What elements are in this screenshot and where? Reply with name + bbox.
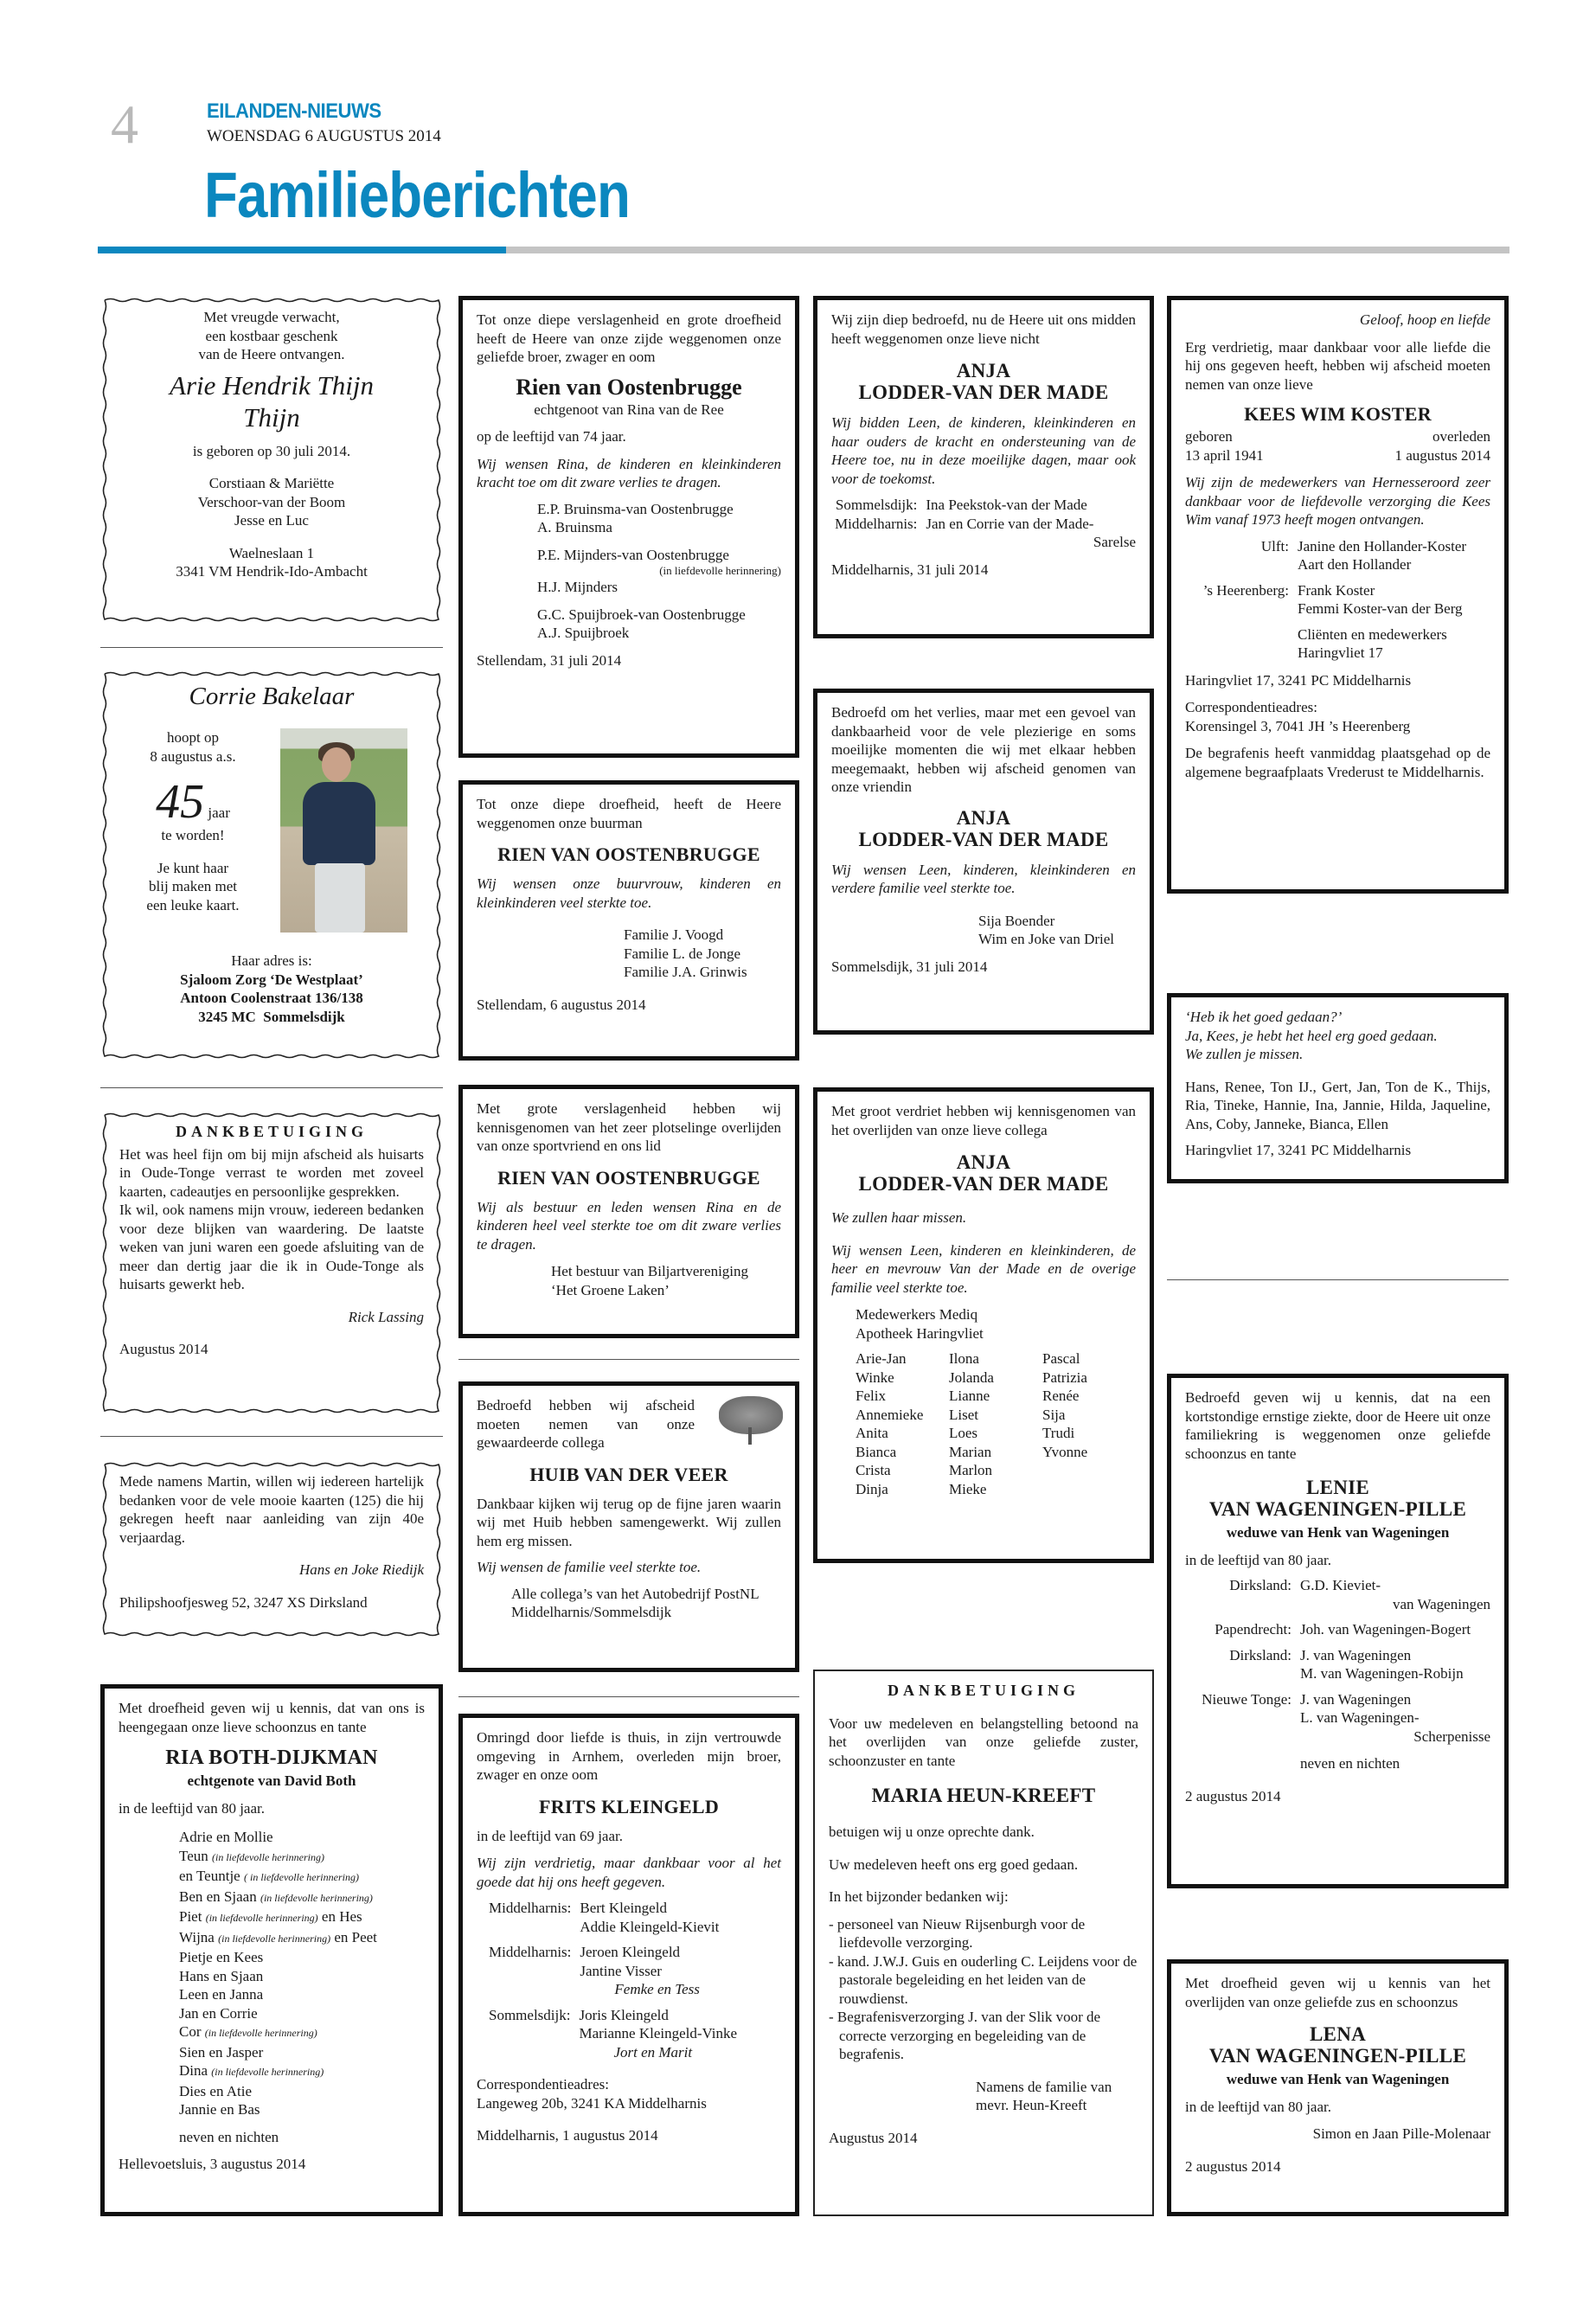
family-member-row: [179, 1985, 425, 2004]
family-member: A. Bruinsma: [537, 519, 612, 535]
family-member: J. van Wageningen: [1300, 1690, 1412, 1708]
deceased-name: Rien van Oostenbrugge: [516, 374, 742, 400]
address-line: Waelneslaan 1: [228, 544, 315, 561]
age-line: in de leeftijd van 80 jaar.: [119, 1799, 265, 1817]
obituary-anja-colleagues: [813, 1087, 1154, 1563]
intro-line: Met vreugde verwacht,: [203, 309, 340, 325]
signer: Wim en Joke van Driel: [978, 931, 1114, 947]
colleague-name: Renée: [1042, 1388, 1080, 1404]
obituary-huib-van-der-veer: [458, 1381, 799, 1672]
family-member: Addie Kleingeld-Kievit: [580, 1918, 720, 1935]
address: Haringvliet 17, 3241 PC Middelharnis: [1185, 1142, 1412, 1158]
newspaper-logo: EILANDEN-NIEUWS: [207, 99, 381, 123]
birth-announcement: [100, 296, 443, 624]
signer: Namens de familie van: [976, 2078, 1112, 2095]
memorial-note: (in liefdevolle herinnering): [212, 1850, 324, 1863]
thanks-notice-lassing: [100, 1111, 443, 1415]
deceased-first-name: ANJA: [956, 806, 1011, 829]
family-member: Cliënten en medewerkers: [1298, 625, 1447, 643]
family-member: E.P. Bruinsma-van Oostenbrugge: [537, 500, 734, 517]
date: Augustus 2014: [829, 2129, 918, 2146]
divider: [458, 1696, 799, 1697]
family-member: A.J. Spuijbroek: [537, 625, 630, 641]
quote-line: We zullen je missen.: [1185, 1046, 1304, 1062]
wish-text: Wij wensen onze buurvrouw, kinderen en kleinkinderen veel sterkte toe.: [477, 875, 781, 911]
divider: [100, 647, 443, 648]
wish-text: Wij als bestuur en leden wensen Rina en de kinderen heel veel sterkte toe om dit zware verlies te dragen.: [477, 1198, 781, 1253]
divider: [458, 1359, 799, 1360]
colleague-name: Lianne: [949, 1388, 990, 1404]
card-line: een leuke kaart.: [146, 896, 240, 913]
family-member-row: [179, 2004, 425, 2023]
family-member-row: [179, 1948, 425, 1967]
memorial-note: (in liefdevolle herinnering): [204, 2027, 317, 2039]
family-member: J. van Wageningen: [1300, 1646, 1412, 1663]
family-group: [1185, 1690, 1490, 1727]
colleague-name: Arie-Jan: [856, 1350, 907, 1367]
header-rule: [506, 247, 1509, 253]
header-rule-accent: [98, 247, 506, 253]
wish-text: Wij bidden Leen, de kinderen, kleinkinderen en haar ouders de kracht en ondersteuning van de Heere toe, nu in deze moeilijke dagen, maar ook voor de toekomst.: [831, 414, 1136, 487]
colleague-column: [949, 1349, 1042, 1498]
family-member: Ben en Sjaan: [179, 1888, 257, 1905]
memorial-note: (in liefdevolle herinnering): [218, 1932, 331, 1945]
thanks-notice-riedijk: [100, 1460, 443, 1638]
signer: Middelharnis/Sommelsdijk: [511, 1604, 672, 1620]
colleague-name: Sija: [1042, 1406, 1066, 1423]
family-member: Dina: [179, 2062, 208, 2079]
deceased-name: KEES WIM KOSTER: [1244, 403, 1432, 425]
signature: Hans en Joke Riedijk: [299, 1561, 424, 1578]
family-member: Jeroen Kleingeld: [580, 1944, 681, 1960]
deceased-name: RIA BOTH-DIJKMAN: [165, 1747, 378, 1769]
family-member: M. van Wageningen-Robijn: [1300, 1665, 1464, 1682]
deceased-name: MARIA HEUN-KREEFT: [871, 1785, 1096, 1806]
body-text: Mede namens Martin, willen wij iedereen hartelijk bedanken voor de vele mooie kaarten (125) die hij gekregen heeft naar aanleiding van zijn 40e verjaardag.: [119, 1473, 424, 1546]
obituary-rien-family: [458, 296, 799, 758]
family-place: Middelharnis:: [835, 515, 918, 532]
intro-text: Met groot verdriet hebben wij kennisgenomen van het overlijden van onze lieve collega: [831, 1103, 1136, 1138]
date: Augustus 2014: [119, 1341, 208, 1357]
family-member: Bert Kleingeld: [580, 1900, 667, 1916]
colleague-name: Marlon: [949, 1462, 993, 1478]
deceased-surname: LODDER-VAN DER MADE: [858, 1173, 1109, 1195]
divider: [100, 1436, 443, 1437]
card-line: Je kunt haar: [157, 859, 229, 876]
spacer: [489, 1980, 571, 1999]
signer: Familie J. Voogd: [624, 926, 724, 943]
section-title: Familieberichten: [204, 159, 630, 231]
family-member: G.D. Kieviet-: [1300, 1577, 1381, 1593]
issue-date: WOENSDAG 6 AUGUSTUS 2014: [207, 127, 441, 145]
correspondence-label: Correspondentieadres:: [1185, 699, 1317, 715]
thanks-item: - Begrafenisverzorging J. van der Slik voor de correcte verzorging en begeleiding van de begrafenis.: [829, 2009, 1101, 2062]
family-member-row: [179, 1888, 425, 1908]
parents-line: Jesse en Luc: [234, 512, 309, 529]
family-place: Middelharnis:: [489, 1944, 572, 1960]
page-number: 4: [111, 93, 138, 155]
spacer: [1185, 1708, 1292, 1727]
memorial-note: (in liefdevolle herinnering): [211, 2066, 324, 2078]
family-member: Cor: [179, 2023, 202, 2040]
colleague-list: [856, 1349, 1136, 1498]
baby-name-short: Thijn: [243, 401, 300, 433]
spacer: [489, 1918, 571, 1937]
colleague-name: Pascal: [1042, 1350, 1080, 1367]
age-unit: jaar: [208, 804, 230, 821]
signer: Alle collega’s van het Autobedrijf PostNL: [511, 1585, 760, 1602]
correspondence-address: Korensingel 3, 7041 JH ’s Heerenberg: [1185, 717, 1411, 734]
spouse-line: echtgenote van David Both: [187, 1772, 356, 1789]
deceased-first-name: ANJA: [956, 1151, 1011, 1173]
colleague-name: Anita: [856, 1425, 888, 1441]
family-place: Dirksland:: [1229, 1577, 1292, 1593]
divider: [100, 1087, 443, 1088]
obituary-anja-friends: [813, 689, 1154, 1035]
family-member-row: [179, 1867, 425, 1888]
signer: ‘Het Groene Laken’: [551, 1281, 670, 1298]
address: Philipshoofjesweg 52, 3247 XS Dirksland: [119, 1593, 368, 1611]
parents-line: Verschoor-van der Boom: [197, 493, 346, 510]
family-place: Papendrecht:: [1215, 1621, 1292, 1638]
deceased-surname: LODDER-VAN DER MADE: [858, 828, 1109, 850]
family-member: Aart den Hollander: [1298, 556, 1412, 573]
family-member-cont: Sarelse: [1093, 534, 1136, 550]
spacer: [1185, 644, 1289, 663]
colleague-names: Hans, Renee, Ton IJ., Gert, Jan, Ton de K., Thijs, Ria, Tineke, Hannie, Ina, Jannie, Hilda, Jaqueline, Ans, Coby, Janneke, Bianca, Ellen: [1185, 1078, 1490, 1132]
intro-text: Tot onze diepe verslagenheid en grote droefheid heeft de Heere van onze zijde weggenomen onze geliefde broer, zwager en oom: [477, 311, 781, 365]
intro-text: Bedroefd om het verlies, maar met een gevoel van dankbaarheid voor de vele plezierige en soms moeilijke momenten die wij met elkaar hebben meegemaakt, hebben wij afscheid genomen van onze vriendin: [831, 704, 1136, 795]
family-place: Sommelsdijk:: [835, 497, 918, 513]
family-member: P.E. Mijnders-van Oostenbrugge: [537, 546, 729, 563]
card-line: blij maken met: [149, 878, 237, 894]
hopes-line: hoopt op: [167, 729, 219, 746]
intro-text: Met grote verslagenheid hebben wij kennisgenomen van het zeer plotselinge overlijden van onze sportvriend en ons lid: [477, 1100, 781, 1154]
family-group: [1185, 1576, 1490, 1595]
baby-name: Arie Hendrik Thijn: [170, 369, 374, 401]
colleague-name: Winke: [856, 1368, 894, 1386]
family-member: Joh. van Wageningen-Bogert: [1300, 1621, 1471, 1638]
signer: Familie L. de Jonge: [624, 945, 741, 962]
motto: Geloof, hoop en liefde: [1359, 311, 1490, 328]
family-list: [1185, 1576, 1490, 1746]
miss-text: We zullen haar missen.: [831, 1209, 967, 1226]
obituary-lenie-van-wageningen-pille: [1167, 1374, 1509, 1888]
funeral-text: De begrafenis heeft vanmiddag plaatsgehad op de algemene begraafplaats Vrederust te Middelharnis.: [1185, 745, 1490, 780]
deceased-surname: LODDER-VAN DER MADE: [858, 381, 1109, 403]
family-list: [489, 1899, 781, 2061]
wish-text: Wij wensen Leen, kinderen, kleinkinderen en verdere familie veel sterkte toe.: [831, 861, 1136, 896]
place-date: Stellendam, 31 juli 2014: [477, 651, 622, 669]
died-date: 1 augustus 2014: [1394, 446, 1490, 464]
intro-text: Erg verdrietig, maar dankbaar voor alle liefde die hij ons gegeven heeft, hebben wij afscheid moeten nemen van onze lieve: [1185, 338, 1490, 393]
spacer: [489, 2024, 570, 2043]
family-place: [1185, 625, 1289, 644]
family-member: Wijna: [179, 1928, 215, 1945]
place-date: Sommelsdijk, 31 juli 2014: [831, 958, 988, 975]
family-member: L. van Wageningen-: [1300, 1709, 1420, 1726]
address-line: 3245 MC Sommelsdijk: [198, 1008, 345, 1025]
thanks-line: betuigen wij u onze oprechte dank.: [829, 1823, 1035, 1840]
spacer: [1185, 599, 1289, 619]
hopes-line: 8 augustus a.s.: [150, 747, 236, 765]
family-member: Adrie en Mollie: [179, 1829, 273, 1845]
colleague-name: Loes: [949, 1425, 978, 1441]
spouse-line: echtgenoot van Rina van de Ree: [534, 401, 724, 418]
family-member: G.C. Spuijbroek-van Oostenbrugge: [537, 606, 746, 623]
correspondence-label: Correspondentieadres:: [477, 2076, 609, 2093]
thanks-item: - kand. J.W.J. Guis en ouderling C. Leijdens voor de pastorale begeleiding en het leiden van de rouwdienst.: [829, 1952, 1138, 2007]
intro-text: Bedroefd geven wij u kennis, dat na een kortstondige ernstige ziekte, door de Heere uit onze familiekring is weggenomen onze geliefde schoonzus en tante: [1185, 1389, 1490, 1462]
spacer: [489, 1962, 571, 1981]
deceased-first-name: ANJA: [956, 360, 1011, 381]
intro-text: Met droefheid geven wij u kennis, dat van ons is heengegaan onze lieve schoonzus en tante: [119, 1700, 425, 1735]
colleague-name: Annemieke: [856, 1406, 924, 1423]
family-member-row: [179, 1967, 425, 1986]
intro-line: van de Heere ontvangen.: [198, 346, 345, 362]
birthday-announcement: [100, 670, 443, 1061]
intro-text: Voor uw medeleven en belangstelling betoond na het overlijden van onze geliefde zuster, schoonzuster en tante: [829, 1715, 1138, 1769]
spouse-line: weduwe van Henk van Wageningen: [1226, 1524, 1450, 1541]
colleague-name: Mieke: [949, 1480, 987, 1497]
colleague-name: Bianca: [856, 1443, 897, 1460]
died-label: overleden: [1432, 428, 1490, 445]
date: 2 augustus 2014: [1185, 2157, 1281, 2175]
address: Haringvliet 17, 3241 PC Middelharnis: [1185, 671, 1412, 689]
family-group: [1185, 581, 1490, 619]
wish-text: Wij zijn de medewerkers van Hernesseroord zeer dankbaar voor de liefdevolle verzorging die Kees Wim vanaf 1973 heeft mogen ontvangen.: [1185, 474, 1490, 528]
family-member-cont: Scherpenisse: [1413, 1727, 1490, 1745]
obituary-kees-wim-koster: [1167, 296, 1509, 894]
deceased-name: RIEN VAN OOSTENBRUGGE: [497, 1166, 760, 1189]
family-member: Jan en Corrie van der Made-: [926, 515, 1094, 532]
family-member: Piet: [179, 1908, 202, 1925]
tree-image: [715, 1396, 785, 1445]
spacer: [1185, 555, 1289, 574]
colleague-name: Trudi: [1042, 1425, 1075, 1441]
organisation-line: Medewerkers Mediq: [856, 1306, 978, 1323]
notice-heading: DANKBETUIGING: [175, 1123, 369, 1140]
body-text: Dankbaar kijken wij terug op de fijne jaren waarin wij met Huib hebben samengewerkt. Wij zullen hem erg missen.: [477, 1495, 781, 1549]
colleague-column: [856, 1349, 949, 1498]
place-date: Middelharnis, 1 augustus 2014: [477, 2127, 658, 2144]
colleague-name: Yvonne: [1042, 1443, 1088, 1460]
family-place: ’s Heerenberg:: [1202, 581, 1289, 599]
family-group: [1185, 1646, 1490, 1683]
family-member: en Teuntje: [179, 1868, 240, 1884]
family-member-row: [179, 2082, 425, 2101]
colleague-name: Jolanda: [949, 1368, 994, 1386]
obituary-ria-both-dijkman: [100, 1684, 443, 2216]
to-become: te worden!: [161, 827, 225, 843]
notice-heading: DANKBETUIGING: [887, 1682, 1080, 1699]
address-line: Antoon Coolenstraat 136/138: [180, 990, 363, 1006]
intro-text: Omringd door liefde is thuis, in zijn vertrouwde omgeving in Arnhem, overleden mijn broer, zwager en onze oom: [477, 1729, 781, 1783]
special-thanks-label: In het bijzonder bedanken wij:: [829, 1888, 1009, 1905]
family-member-row: [179, 1907, 425, 1928]
signature: Rick Lassing: [348, 1308, 424, 1325]
signer: Sija Boender: [978, 912, 1055, 929]
signer: Simon en Jaan Pille-Molenaar: [1312, 2125, 1490, 2142]
family-group: [1185, 625, 1490, 663]
family-member: Leen en Janna: [179, 1986, 264, 2003]
age-line: in de leeftijd van 80 jaar.: [1185, 1551, 1331, 1568]
colleague-name: Dinja: [856, 1480, 888, 1497]
body-text: Uw medeleven heeft ons erg goed gedaan.: [829, 1856, 1079, 1873]
spacer: [1185, 1664, 1292, 1683]
memorial-note: (in liefdevolle herinnering): [260, 1891, 373, 1904]
memorial-note: (in liefdevolle herinnering): [205, 1912, 318, 1924]
family-member: Sien en Jasper: [179, 2043, 264, 2061]
family-member-row: [179, 2022, 425, 2043]
family-place: Sommelsdijk:: [489, 2006, 571, 2023]
address-line: 3341 VM Hendrik-Ido-Ambacht: [176, 563, 368, 580]
spacer: [489, 2043, 570, 2062]
quote-line: ‘Heb ik het goed gedaan?’: [1185, 1009, 1343, 1025]
celebrant-photo: [280, 728, 407, 933]
family-member: Ina Peekstok-van der Made: [926, 497, 1087, 513]
place-date: Hellevoetsluis, 3 augustus 2014: [119, 2156, 306, 2172]
family-list: [179, 1828, 425, 2119]
family-member: en Hes: [321, 1908, 362, 1925]
family-member: Dies en Atie: [179, 2082, 253, 2099]
family-member-cont: van Wageningen: [1392, 1595, 1490, 1612]
deceased-first-name: LENIE: [1305, 1477, 1370, 1498]
birth-date: is geboren op 30 juli 2014.: [192, 442, 351, 459]
family-member: en Peet: [334, 1928, 377, 1945]
family-group: [489, 1899, 781, 1936]
family-member-row: [179, 1828, 425, 1847]
memorial-note: ( in liefdevolle herinnering): [243, 1871, 359, 1883]
address-line: Sjaloom Zorg ‘De Westplaat’: [180, 971, 363, 988]
signer: Het bestuur van Biljartvereniging: [551, 1263, 749, 1279]
correspondence-address: Langeweg 20b, 3241 KA Middelharnis: [477, 2094, 707, 2112]
wish-text: Wij wensen de familie veel sterkte toe.: [477, 1559, 702, 1575]
family-place: Middelharnis:: [489, 1900, 572, 1916]
organisation-line: Apotheek Haringvliet: [856, 1324, 984, 1342]
deceased-name: FRITS KLEINGELD: [538, 1795, 720, 1817]
family-list: [1185, 537, 1490, 663]
family-group: [1185, 1620, 1490, 1639]
intro-text: Bedroefd hebben wij afscheid moeten nemen van onze gewaardeerde collega: [477, 1397, 695, 1451]
family-group: [1185, 537, 1490, 574]
obituary-frits-kleingeld: [458, 1714, 799, 2216]
deceased-name: HUIB VAN DER VEER: [529, 1463, 728, 1485]
colleague-column: [1042, 1349, 1136, 1498]
family-member: H.J. Mijnders: [537, 579, 619, 595]
born-label: geboren: [1185, 428, 1233, 445]
colleague-name: Crista: [856, 1462, 891, 1478]
grandchildren: Femke en Tess: [614, 1981, 700, 1997]
colleague-name: Felix: [856, 1388, 886, 1404]
colleague-name: Liset: [949, 1406, 978, 1423]
colleague-name: Marian: [949, 1443, 992, 1460]
date: 2 augustus 2014: [1185, 1787, 1281, 1804]
spouse-line: weduwe van Henk van Wageningen: [1226, 2071, 1450, 2087]
family-group: [489, 1943, 781, 1999]
body-text: Het was heel fijn om bij mijn afscheid als huisarts in Oude-Tonge verrast te worden met zoveel kaarten, cadeautjes en persoonlijke gesprekken.: [119, 1145, 424, 1200]
family-member: Pietje en Kees: [179, 1949, 264, 1965]
family-member: Femmi Koster-van der Berg: [1298, 600, 1463, 617]
place-date: Stellendam, 6 augustus 2014: [477, 996, 646, 1013]
obituary-rien-club: [458, 1085, 799, 1338]
family-member: Janine den Hollander-Koster: [1298, 537, 1467, 554]
family-member: Hans en Sjaan: [179, 1967, 264, 1984]
intro-text: Tot onze diepe droefheid, heeft de Heere weggenomen onze buurman: [477, 796, 781, 831]
wish-text: Wij zijn verdrietig, maar dankbaar voor al het goede dat hij ons heeft gegeven.: [477, 1855, 781, 1890]
closing-line: neven en nichten: [1300, 1755, 1401, 1772]
intro-text: Met droefheid geven wij u kennis van het overlijden van onze geliefde zus en schoonzus: [1185, 1975, 1490, 2010]
place-date: Middelharnis, 31 juli 2014: [831, 561, 989, 578]
age-number: 45: [156, 775, 205, 829]
celebrant-name: Corrie Bakelaar: [189, 683, 355, 710]
deceased-surname: VAN WAGENINGEN-PILLE: [1208, 2045, 1467, 2067]
family-member-row: [179, 1928, 425, 1949]
divider: [1167, 1279, 1509, 1280]
deceased-first-name: LENA: [1309, 2023, 1367, 2045]
parents-line: Corstiaan & Mariëtte: [208, 475, 335, 491]
family-member-row: [179, 2043, 425, 2062]
obituary-rien-neighbours: [458, 780, 799, 1061]
family-member: Jannie en Bas: [179, 2101, 260, 2118]
family-member: Jan en Corrie: [179, 2004, 258, 2022]
family-member-row: [179, 2100, 425, 2119]
born-date: 13 april 1941: [1185, 446, 1264, 464]
colleague-name: Patrizia: [1042, 1368, 1087, 1386]
family-member: Haringvliet 17: [1298, 644, 1383, 661]
age-line: in de leeftijd van 80 jaar.: [1185, 2098, 1331, 2115]
intro-text: Wij zijn diep bedroefd, nu de Heere uit ons midden heeft weggenomen onze lieve nicht: [831, 311, 1136, 347]
obituary-kees-colleagues: [1167, 993, 1509, 1183]
closing-line: neven en nichten: [179, 2128, 279, 2145]
signer: Familie J.A. Grinwis: [624, 964, 747, 980]
family-place: Nieuwe Tonge:: [1202, 1690, 1292, 1708]
age-line: in de leeftijd van 69 jaar.: [477, 1827, 623, 1844]
deceased-name: RIEN VAN OOSTENBRUGGE: [497, 843, 760, 865]
family-member: Frank Koster: [1298, 581, 1375, 599]
signer: mevr. Heun-Kreeft: [976, 2097, 1087, 2113]
family-member: Teun: [179, 1847, 208, 1864]
wish-text: Wij wensen Rina, de kinderen en kleinkinderen kracht toe om dit zware verlies te dragen.: [477, 455, 781, 490]
obituary-anja-family: [813, 296, 1154, 638]
family-group: [489, 2006, 781, 2062]
wish-text: Wij wensen Leen, kinderen en kleinkinderen, de heer en mevrouw Van der Made en de overige familie veel sterkte toe.: [831, 1241, 1136, 1296]
grandchildren: Jort en Marit: [613, 2043, 693, 2061]
family-member-row: [179, 1847, 425, 1868]
family-member: Marianne Kleingeld-Vinke: [579, 2025, 738, 2041]
intro-line: een kostbaar geschenk: [205, 327, 338, 344]
quote-line: Ja, Kees, je hebt het heel erg goed gedaan.: [1185, 1027, 1438, 1044]
family-member: Jantine Visser: [580, 1962, 662, 1979]
age-line: op de leeftijd van 74 jaar.: [477, 428, 626, 445]
body-text: Ik wil, ook namens mijn vrouw, iedereen bedanken voor deze blijken van waardering. De laatste weken van juni waren een goede afsluiting van de meer dan dertig jaar die ik in Oude-Tonge als huisarts gewerkt heb.: [119, 1202, 424, 1292]
family-member-row: [179, 2061, 425, 2082]
thanks-item: - personeel van Nieuw Rijsenburgh voor de liefdevolle verzorging.: [829, 1915, 1086, 1951]
family-place: Ulft:: [1260, 537, 1289, 554]
thanks-notice-maria-heun-kreeft: [813, 1670, 1154, 2216]
deceased-surname: VAN WAGENINGEN-PILLE: [1208, 1498, 1467, 1520]
family-member: Joris Kleingeld: [579, 2006, 669, 2023]
family-place: Dirksland:: [1229, 1646, 1292, 1663]
memorial-note: (in liefdevolle herinnering): [659, 564, 781, 577]
address-label: Haar adres is:: [231, 952, 312, 969]
obituary-lena-van-wageningen-pille: [1167, 1959, 1509, 2216]
colleague-name: Ilona: [949, 1350, 979, 1367]
